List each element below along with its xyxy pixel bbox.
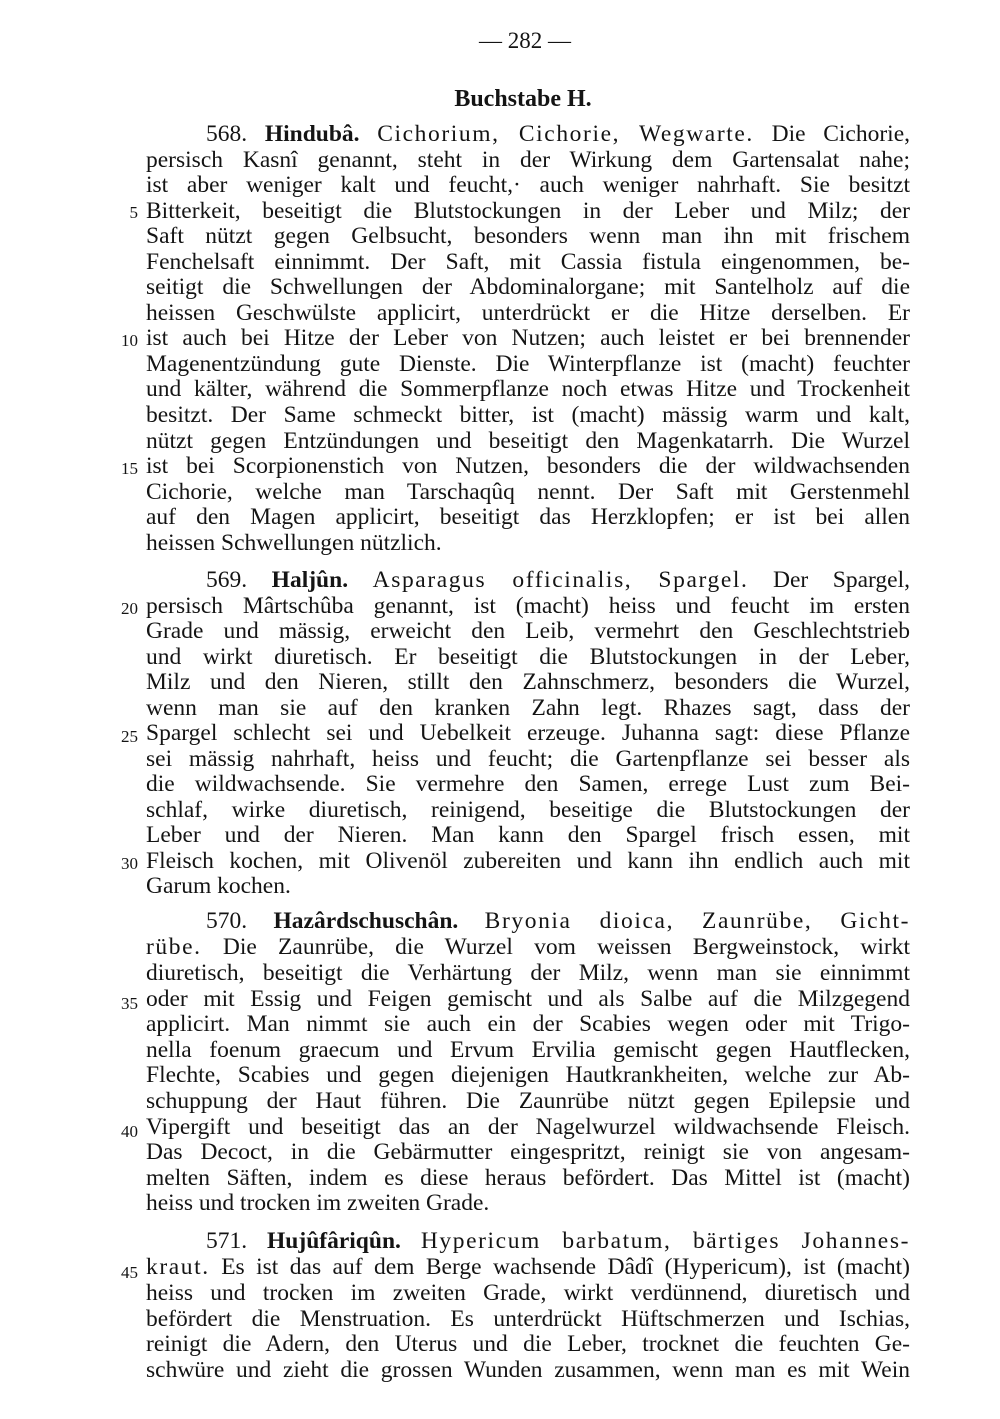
entry-first-line — [206, 567, 910, 593]
text-line: schuppung der Haut führen. Die Zaunrübe nützt gegen Epilepsie und — [146, 1088, 910, 1114]
text-line: wenn man sie auf den kranken Zahn legt. Rhazes sagt, dass der — [146, 695, 910, 721]
text-line: Garum kochen. — [146, 873, 291, 899]
entry-number: 571. — [206, 1228, 248, 1254]
text-line: melten Säften, indem es diese heraus befördert. Das Mittel ist (macht) — [146, 1165, 910, 1191]
text-line: die wildwachsende. Sie vermehre den Samen, errege Lust zum Bei- — [146, 771, 910, 797]
text-line: ist aber weniger kalt und feucht,· auch weniger nahrhaft. Sie besitzt — [146, 172, 910, 198]
text-line: heissen Geschwülste applicirt, unterdrückt er die Hitze derselben. Er — [146, 300, 910, 326]
text-line: befördert die Menstruation. Es unterdrückt Hüftschmerzen und Ischias, — [146, 1306, 910, 1332]
entry-text: Der Spargel, — [773, 567, 911, 593]
entry-latin-cont: kraut. — [146, 1254, 210, 1280]
entry-text: Es ist das auf dem Berge wachsende Dâdî (Hypericum), ist (macht) — [221, 1254, 911, 1280]
text-line: schwüre und zieht die grossen Wunden zusammen, wenn man es mit Wein — [146, 1357, 910, 1383]
line-number: 40 — [121, 1122, 138, 1141]
line-number: 25 — [121, 727, 138, 746]
text-line: reinigt die Adern, den Uterus und die Leber, trocknet die feuchten Ge- — [146, 1331, 910, 1357]
line-number: 20 — [121, 599, 138, 618]
entry-first-line — [206, 1228, 910, 1254]
entry-latin: Cichorium, Cichorie, Wegwarte. — [377, 121, 754, 147]
text-line: Leber und der Nieren. Man kann den Spargel frisch essen, mit — [146, 822, 910, 848]
text-line: diuretisch, beseitigt die Verhärtung der Milz, wenn man sie einnimmt — [146, 960, 910, 986]
entry-latin: Hypericum barbatum, bärtiges Johannes- — [420, 1228, 911, 1254]
text-line: Milz und den Nieren, stillt den Zahnschmerz, besonders die Wurzel, — [146, 669, 910, 695]
text-line — [146, 1254, 910, 1280]
line-number: 15 — [121, 459, 138, 478]
text-line: sei mässig nahrhaft, heiss und feucht; die Gartenpflanze sei besser als — [146, 746, 910, 772]
entry-number: 570. — [206, 908, 248, 934]
line-number: 45 — [121, 1263, 138, 1282]
entry-latin: Asparagus officinalis, Spargel. — [372, 567, 749, 593]
text-line: ist auch bei Hitze der Leber von Nutzen; auch leistet er bei brennender — [146, 325, 910, 351]
text-line: schlaf, wirke diuretisch, reinigend, beseitige die Blutstockungen der — [146, 797, 910, 823]
line-number: 30 — [121, 854, 138, 873]
text-line: Magenentzündung gute Dienste. Die Winterpflanze ist (macht) feuchter — [146, 351, 910, 377]
text-line: seitigt die Schwellungen der Abdominalorgane; mit Santelholz auf die — [146, 274, 910, 300]
text-line — [146, 934, 910, 960]
text-line: persisch Mârtschûba genannt, ist (macht) heiss und feucht im ersten — [146, 593, 910, 619]
text-line: oder mit Essig und Feigen gemischt und als Salbe auf die Milzgegend — [146, 986, 910, 1012]
line-number: 35 — [121, 994, 138, 1013]
section-heading: Buchstabe H. — [454, 86, 592, 112]
text-line: besitzt. Der Same schmeckt bitter, ist (macht) mässig warm und kalt, — [146, 402, 910, 428]
text-line: heiss und trocken im zweiten Grade, wirkt verdünnend, diuretisch und — [146, 1280, 910, 1306]
text-line: persisch Kasnî genannt, steht in der Wirkung dem Gartensalat nahe; — [146, 147, 910, 173]
line-number: 5 — [129, 203, 138, 222]
entry-term: Hazârdschuschân. — [273, 908, 459, 934]
entry-text: Die Zaunrübe, die Wurzel vom weissen Bergweinstock, wirkt — [222, 934, 910, 960]
line-number: 10 — [121, 331, 138, 350]
entry-number: 569. — [206, 567, 248, 593]
entry-first-line — [206, 908, 910, 934]
text-line: Flechte, Scabies und gegen diejenigen Hautkrankheiten, welche zur Ab- — [146, 1062, 910, 1088]
text-line: heissen Schwellungen nützlich. — [146, 530, 442, 556]
page-number: — 282 — — [479, 28, 571, 53]
text-line: Fenchelsaft einnimmt. Der Saft, mit Cassia fistula eingenommen, be- — [146, 249, 910, 275]
entry-latin-cont: rübe. — [146, 934, 202, 960]
text-line: Saft nützt gegen Gelbsucht, besonders wenn man ihn mit frischem — [146, 223, 910, 249]
entry-latin: Bryonia dioica, Zaunrübe, Gicht- — [484, 908, 910, 934]
text-line: Fleisch kochen, mit Olivenöl zubereiten und kann ihn endlich auch mit — [146, 848, 910, 874]
entry-first-line — [206, 121, 910, 147]
text-line: nella foenum graecum und Ervum Ervilia gemischt gegen Hautflecken, — [146, 1037, 910, 1063]
text-line: applicirt. Man nimmt sie auch ein der Scabies wegen oder mit Trigo- — [146, 1011, 910, 1037]
text-line: Cichorie, welche man Tarschaqûq nennt. Der Saft mit Gerstenmehl — [146, 479, 910, 505]
text-line: ist bei Scorpionenstich von Nutzen, besonders die der wildwachsenden — [146, 453, 910, 479]
text-line: Bitterkeit, beseitigt die Blutstockungen in der Leber und Milz; der — [146, 198, 910, 224]
text-line: auf den Magen applicirt, beseitigt das Herzklopfen; er ist bei allen — [146, 504, 910, 530]
entry-number: 568. — [206, 121, 248, 147]
entry-term: Haljûn. — [271, 567, 349, 593]
text-line: heiss und trocken im zweiten Grade. — [146, 1190, 490, 1216]
entry-term: Hindubâ. — [264, 121, 360, 147]
text-line: Grade und mässig, erweicht den Leib, vermehrt den Geschlechtstrieb — [146, 618, 910, 644]
text-line: Vipergift und beseitigt das an der Nagelwurzel wildwachsende Fleisch. — [146, 1114, 910, 1140]
text-line: nützt gegen Entzündungen und beseitigt den Magenkatarrh. Die Wurzel — [146, 428, 910, 454]
text-line: Spargel schlecht sei und Uebelkeit erzeuge. Juhanna sagt: diese Pflanze — [146, 720, 910, 746]
text-line: und wirkt diuretisch. Er beseitigt die Blutstockungen in der Leber, — [146, 644, 910, 670]
entry-term: Hujûfâriqûn. — [267, 1228, 401, 1254]
entry-text: Die Cichorie, — [771, 121, 911, 147]
text-line: und kälter, während die Sommerpflanze noch etwas Hitze und Trockenheit — [146, 376, 910, 402]
text-line: Das Decoct, in die Gebärmutter eingespritzt, reinigt sie von angesam- — [146, 1139, 910, 1165]
